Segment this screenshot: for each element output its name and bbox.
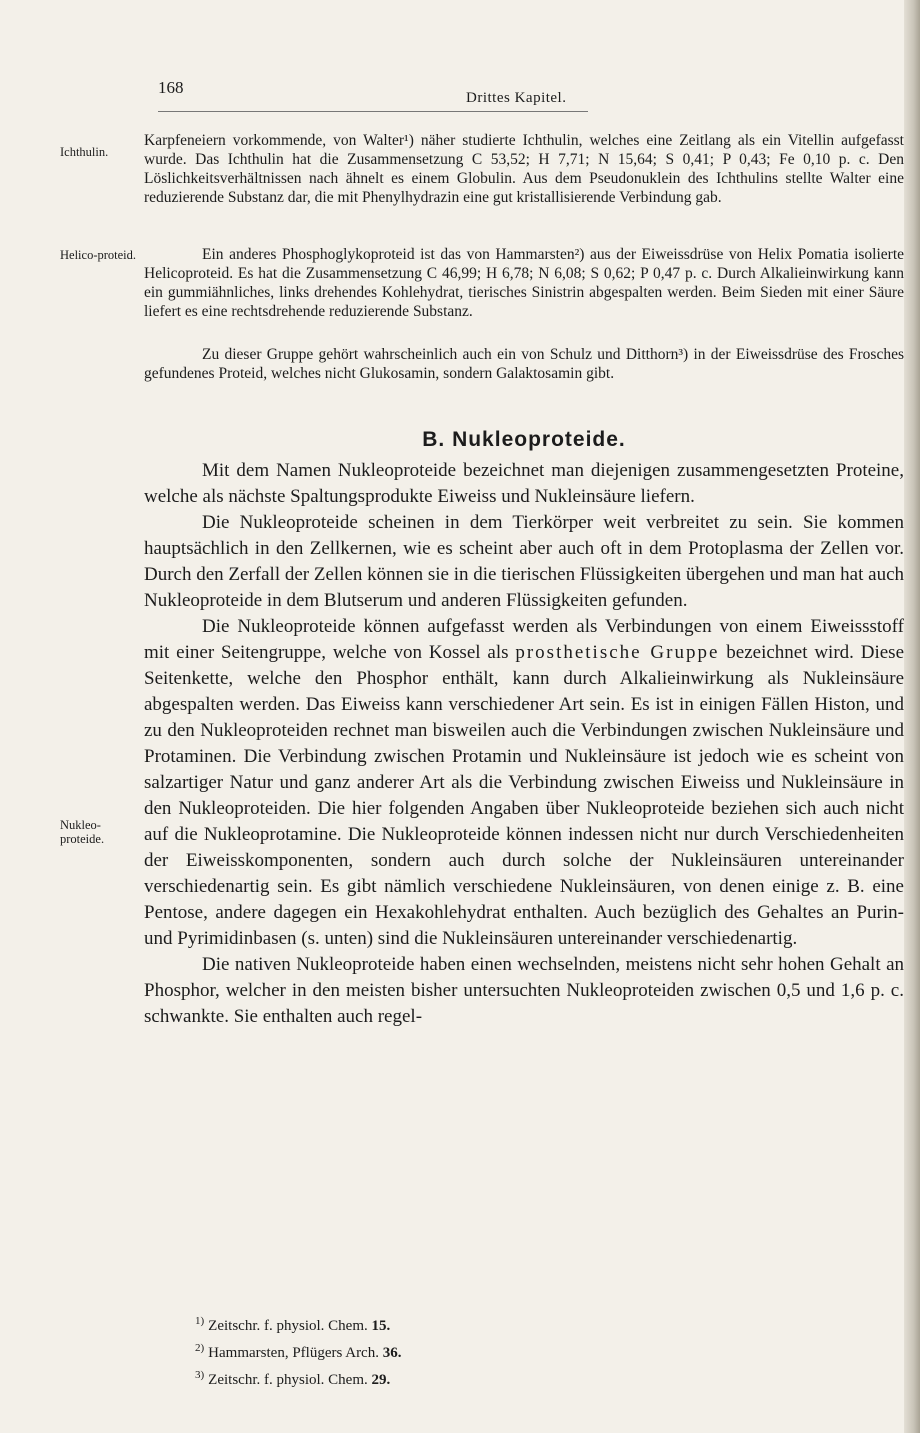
margin-note-ichthulin: Ichthulin. [60, 145, 109, 159]
footnote-text: Hammarsten, Pflügers Arch. [208, 1345, 379, 1361]
paragraph-ichthulin: Karpfeneiern vorkommende, von Walter¹) näher studierte Ichthulin, welches eine Zeitlang als ein Vitellin aufgefasst wurde. Das Ichthulin hat die Zusammensetzung C 53,52; H 7,71; N 15,64; S 0,41; P 0,43; Fe 0,10 p. c. Den Löslichkeitsverhältnissen nach ähnelt es einem Globulin. Aus dem Pseudonuklein des Ichthulins stellte Walter eine reduzierende Substanz dar, die mit Phenylhydrazin eine gut kristallisierende Verbindung gab. [144, 132, 904, 206]
page-number: 168 [158, 78, 184, 97]
footnote-volume: 36. [382, 1345, 402, 1361]
margin-note-helicoproteid: Helico-proteid. [60, 248, 137, 262]
footnotes [195, 1310, 401, 1391]
body-paragraph-1: Mit dem Namen Nukleoproteide bezeichnet man diejenigen zusammengesetzten Proteine, welche als nächste Spaltungsprodukte Eiweiss und Nukleinsäure liefern. [144, 460, 904, 507]
footnote-mark: 3) [195, 1369, 205, 1381]
header-rule [158, 111, 588, 112]
footnote [195, 1310, 401, 1337]
footnote-text: Zeitschr. f. physiol. Chem. [208, 1318, 368, 1334]
prosthetic-group-term: prosthetische Gruppe [515, 642, 720, 663]
running-head: Drittes Kapitel. [466, 90, 567, 106]
margin-note-nukleoproteide: Nukleo-proteide. [60, 818, 105, 846]
paragraph-frosch: Zu dieser Gruppe gehört wahrscheinlich auch ein von Schulz und Ditthorn³) in der Eiweissdrüse des Frosches gefundenes Proteid, welches nicht Glukosamin, sondern Galaktosamin gibt. [144, 346, 904, 382]
body-paragraph-4: Die nativen Nukleoproteide haben einen wechselnden, meistens nicht sehr hohen Gehalt an Phosphor, welcher in den meisten bisher untersuchten Nukleoproteiden zwischen 0,5 und 1,6 p. c. schwankte. Sie enthalten auch regel- [144, 954, 904, 1027]
footnote-mark: 1) [195, 1315, 205, 1327]
page-edge [904, 0, 920, 1433]
body-paragraph-2: Die Nukleoproteide scheinen in dem Tierkörper weit verbreitet zu sein. Sie kommen hauptsächlich in den Zellkernen, wie es scheint aber auch oft in dem Protoplasma der Zellen vor. Durch den Zerfall der Zellen können sie in die tierischen Flüssigkeiten übergehen und man hat auch Nukleoproteide in dem Blutserum und anderen Flüssigkeiten gefunden. [144, 512, 904, 611]
paragraph-helicoproteid: Ein anderes Phosphoglykoproteid ist das von Hammarsten²) aus der Eiweissdrüse von Helix Pomatia isolierte Helicoproteid. Es hat die Zusammensetzung C 46,99; H 6,78; N 6,08; S 0,62; P 0,47 p. c. Durch Alkalieinwirkung kann ein gummiähnliches, links drehendes Kohlehydrat, tierisches Sinistrin abgespalten werden. Beim Sieden mit einer Säure liefert es eine rechtsdrehende reduzierende Substanz. [144, 246, 904, 320]
page-header [158, 78, 898, 118]
footnote-text: Zeitschr. f. physiol. Chem. [208, 1372, 368, 1388]
body-text [144, 458, 904, 1030]
footnote [195, 1337, 401, 1364]
section-heading: B. Nukleoproteide. [422, 428, 626, 451]
body-paragraph-3-start: Die Nukleoproteide können aufgefasst werden als Verbindungen von einem Eiweissstoff mit einer Seitengruppe, welche von Kossel als [144, 616, 904, 663]
footnote-volume: 29. [371, 1372, 391, 1388]
body-paragraph-3 [144, 614, 904, 952]
body-paragraph-3-rest: bezeichnet wird. Diese Seitenkette, welche den Phosphor enthält, kann durch Alkalieinwirkung als Nukleinsäure abgespalten werden. Das Eiweiss kann verschiedener Art sein. Es ist in einigen Fällen Histon, und zu den Nukleoproteiden rechnet man bisweilen auch die Verbindungen zwischen Nukleinsäure und Protaminen. Die Verbindung zwischen Protamin und Nukleinsäure ist jedoch wie es scheint von salzartiger Natur und ganz anderer Art als die Verbindung zwischen Eiweiss und Nukleinsäure in den Nukleoproteiden. Die hier folgenden Angaben über Nukleoproteide beziehen sich auch nicht auf die Nukleoprotamine. Die Nukleoproteide können indessen nicht nur durch Verschiedenheiten der Eiweisskomponenten, sondern auch durch solche der Nukleinsäuren untereinander verschiedenartig sein. Es gibt nämlich verschiedene Nukleinsäuren, von denen einige z. B. eine Pentose, andere dagegen ein Hexakohlehydrat enthalten. Auch bezüglich des Gehaltes an Purin- und Pyrimidinbasen (s. unten) sind die Nukleinsäuren untereinander verschiedenartig. [144, 642, 905, 949]
footnote-mark: 2) [195, 1342, 205, 1354]
footnote [195, 1364, 401, 1391]
footnote-volume: 15. [371, 1318, 391, 1334]
